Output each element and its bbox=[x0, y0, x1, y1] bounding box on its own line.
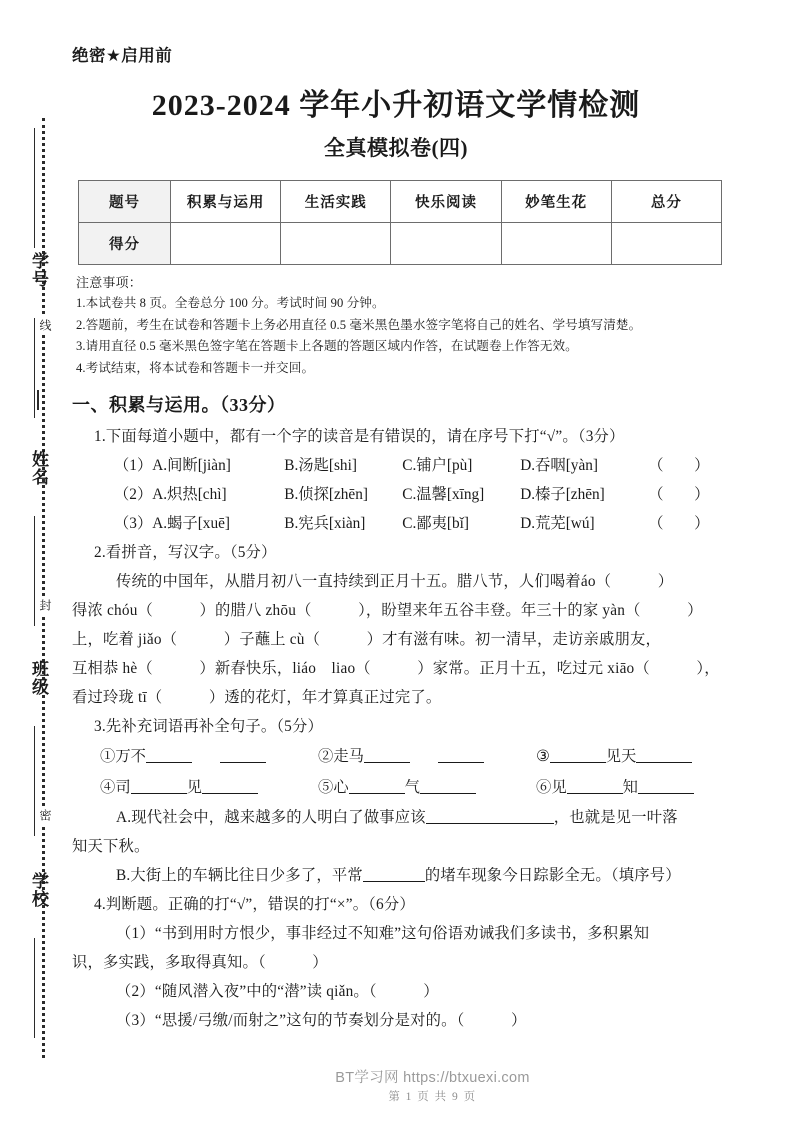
q1-row3-option-d[interactable]: D.荒芜[wú] bbox=[520, 515, 595, 532]
exam-notice bbox=[76, 272, 726, 379]
idiom-2-number: ② bbox=[318, 748, 334, 765]
question-3-sentence-a bbox=[72, 803, 772, 832]
seal-rule-4 bbox=[34, 726, 35, 836]
idiom-1-text: 万不 bbox=[115, 748, 146, 765]
q4-item3-number: （3） bbox=[116, 1012, 155, 1029]
idiom-6-mid: 知 bbox=[622, 779, 638, 796]
score-table-col-4: 总分 bbox=[611, 181, 721, 223]
idiom-6-text: 见 bbox=[551, 779, 567, 796]
q1-row3-answer-blank[interactable]: （ ） bbox=[648, 515, 710, 532]
q1-row1-option-d[interactable]: D.吞咽[yàn] bbox=[520, 457, 598, 474]
idiom-item-3[interactable] bbox=[536, 741, 754, 772]
idiom-6-blank-a[interactable] bbox=[567, 779, 623, 794]
seal-rule-5 bbox=[34, 938, 35, 1038]
q1-row3-option-c[interactable]: C.鄙夷[bǐ] bbox=[402, 515, 469, 532]
q3-sentence-b-pre: B.大街上的车辆比往日少多了，平常 bbox=[116, 867, 363, 884]
watermark-text: BT学习网 https://btxuexi.com bbox=[335, 1070, 530, 1086]
q4-item1-number: （1） bbox=[116, 925, 155, 942]
question-3-sentence-a-cont: 知天下秋。 bbox=[72, 838, 150, 855]
idiom-item-5[interactable] bbox=[318, 772, 536, 803]
section-title-one: 一、积累与运用。（33分） bbox=[72, 395, 286, 415]
seal-tick-1 bbox=[37, 390, 39, 410]
table-row-scores bbox=[79, 223, 722, 265]
idiom-item-1[interactable] bbox=[100, 741, 318, 772]
q1-row1-option-b[interactable]: B.汤匙[shi] bbox=[284, 457, 357, 474]
notice-item-1: 1.本试卷共 8 页。全卷总分 100 分。考试时间 90 分钟。 bbox=[76, 296, 385, 310]
q4-item3-text[interactable]: “思援/弓缴/而射之”这句的节奏划分是对的。（ ） bbox=[154, 1012, 527, 1029]
q1-row2-option-c[interactable]: C.温馨[xīng] bbox=[402, 486, 485, 503]
score-cell-4[interactable] bbox=[611, 223, 721, 265]
question-2-stem: 2.看拼音，写汉字。（5分） bbox=[94, 544, 277, 561]
score-table-row-label-0: 题号 bbox=[79, 181, 171, 223]
seal-word-class: 班级 bbox=[29, 660, 48, 696]
seal-inner-mark-secret: 密 bbox=[36, 806, 52, 824]
idiom-4-blank-a[interactable] bbox=[131, 779, 187, 794]
idiom-6-blank-b[interactable] bbox=[638, 779, 694, 794]
score-table-col-2: 快乐阅读 bbox=[391, 181, 501, 223]
question-4-item-1-line-1 bbox=[72, 919, 772, 948]
score-cell-0[interactable] bbox=[171, 223, 281, 265]
question-4-stem: 4.判断题。正确的打“√”，错误的打“×”。（6分） bbox=[94, 896, 415, 913]
seal-line-column bbox=[0, 0, 72, 1122]
q3-sentence-a-pre: A.现代社会中，越来越多的人明白了做事应该 bbox=[116, 809, 426, 826]
idiom-4-number: ④ bbox=[100, 779, 116, 796]
idiom-3-text: 见天 bbox=[605, 748, 637, 765]
question-1-row-2 bbox=[72, 480, 772, 509]
page-footer bbox=[72, 1066, 793, 1104]
q1-row3-option-b[interactable]: B.宪兵[xiàn] bbox=[284, 515, 366, 532]
question-2-line-4[interactable]: 互相恭 hè（ ）新春快乐，liáo liao（ ）家常。正月十五，吃过元 xiāo（ ）， bbox=[72, 660, 720, 677]
seal-inner-mark-line: 线 bbox=[36, 316, 52, 334]
q1-row2-option-d[interactable]: D.榛子[zhēn] bbox=[520, 486, 605, 503]
question-2-line-1[interactable]: 传统的中国年，从腊月初八一直持续到正月十五。腊八节，人们喝着áo（ ） bbox=[116, 573, 674, 590]
seal-rule-3 bbox=[34, 516, 35, 626]
idiom-5-number: ⑤ bbox=[318, 779, 334, 796]
idiom-4-mid: 见 bbox=[186, 779, 202, 796]
q1-row2-answer-blank[interactable]: （ ） bbox=[648, 486, 710, 503]
idiom-item-6[interactable] bbox=[536, 772, 754, 803]
seal-word-name: 姓名 bbox=[29, 450, 48, 486]
idiom-1-number: ① bbox=[100, 748, 116, 765]
page-number: 第 1 页 共 9 页 bbox=[388, 1091, 477, 1103]
seal-rule-1 bbox=[34, 128, 35, 248]
question-4-item-2 bbox=[72, 977, 772, 1006]
secret-notice: 绝密★启用前 bbox=[72, 47, 173, 65]
idiom-1-blank-a[interactable] bbox=[146, 748, 192, 763]
score-table-col-3: 妙笔生花 bbox=[501, 181, 611, 223]
idiom-3-blank-b[interactable] bbox=[636, 748, 692, 763]
q3-sentence-a-blank[interactable] bbox=[426, 809, 554, 824]
idiom-4-blank-b[interactable] bbox=[202, 779, 258, 794]
idiom-5-text: 心 bbox=[333, 779, 349, 796]
notice-item-3: 3.请用直径 0.5 毫米黑色签字笔在答题卡上各题的答题区域内作答，在试题卷上作答无效。 bbox=[76, 339, 578, 353]
page-title: 2023-2024 学年小升初语文学情检测 bbox=[151, 89, 641, 122]
q1-row3-option-a[interactable]: A.蝎子[xuē] bbox=[152, 515, 230, 532]
notice-heading: 注意事项： bbox=[76, 275, 143, 290]
question-4-item-1-line-2[interactable]: 识，多实践，多取得真知。（ ） bbox=[72, 954, 328, 971]
seal-word-student-id: 学号 bbox=[29, 252, 48, 288]
question-1-row-1 bbox=[72, 451, 772, 480]
idiom-2-blank-a[interactable] bbox=[364, 748, 410, 763]
seal-inner-mark-seal: 封 bbox=[36, 596, 52, 614]
q4-item1-text: “书到用时方恨少，事非经过不知难”这句俗语劝诫我们多读书，多积累知 bbox=[154, 925, 650, 942]
q1-row1-option-c[interactable]: C.铺户[pù] bbox=[402, 457, 473, 474]
idiom-6-number: ⑥ bbox=[536, 779, 552, 796]
question-1-stem: 1.下面每道小题中，都有一个字的读音是有错误的，请在序号下打“√”。（3分） bbox=[94, 428, 625, 445]
idiom-4-text: 司 bbox=[115, 779, 131, 796]
question-1-row-3 bbox=[72, 509, 772, 538]
idiom-5-blank-b[interactable] bbox=[420, 779, 476, 794]
question-2-line-2[interactable]: 得浓 chóu（ ）的腊八 zhōu（ ），盼望来年五谷丰登。年三十的家 yàn（ ） bbox=[72, 602, 703, 619]
question-2-line-3[interactable]: 上，吃着 jiǎo（ ）子蘸上 cù（ ）才有滋有味。初一清早，走访亲戚朋友， bbox=[72, 631, 662, 648]
q1-row2-number: （2） bbox=[114, 486, 153, 503]
idiom-3-blank-a[interactable] bbox=[550, 748, 606, 763]
exam-page bbox=[72, 0, 793, 1122]
idiom-2-text: 走马 bbox=[333, 748, 364, 765]
q4-item2-text[interactable]: “随风潜入夜”中的“潜”读 qiǎn。（ ） bbox=[154, 983, 439, 1000]
score-table-row-label-1: 得分 bbox=[79, 223, 171, 265]
question-4-item-3 bbox=[72, 1006, 772, 1035]
q3-sentence-a-post: ，也就是见一叶落 bbox=[553, 809, 678, 826]
score-table-col-1: 生活实践 bbox=[281, 181, 391, 223]
question-3-idiom-row-2 bbox=[72, 772, 772, 803]
question-2-line-5[interactable]: 看过玲珑 tī（ ）透的花灯，年才算真正过完了。 bbox=[72, 689, 442, 706]
idiom-item-2[interactable] bbox=[318, 741, 536, 772]
question-3-sentence-b bbox=[72, 861, 772, 890]
seal-word-school: 学校 bbox=[29, 872, 48, 908]
idiom-3-number: ③ bbox=[536, 748, 550, 765]
seal-rule-2 bbox=[34, 318, 35, 418]
question-3-stem: 3.先补充词语再补全句子。（5分） bbox=[94, 718, 324, 735]
score-table-col-0: 积累与运用 bbox=[171, 181, 281, 223]
q1-row2-option-b[interactable]: B.侦探[zhēn] bbox=[284, 486, 368, 503]
score-cell-2[interactable] bbox=[391, 223, 501, 265]
q3-sentence-b-blank[interactable] bbox=[363, 867, 425, 882]
idiom-2-blank-b[interactable] bbox=[438, 748, 484, 763]
score-table bbox=[78, 180, 722, 265]
page-subtitle: 全真模拟卷(四) bbox=[324, 136, 468, 160]
notice-item-4: 4.考试结束，将本试卷和答题卡一并交回。 bbox=[76, 360, 315, 375]
q3-sentence-b-post: 的堵车现象今日踪影全无。（填序号） bbox=[424, 867, 681, 884]
q1-row2-option-a[interactable]: A.炽热[chì] bbox=[152, 486, 227, 503]
q1-row1-answer-blank[interactable]: （ ） bbox=[648, 457, 710, 474]
idiom-5-mid: 气 bbox=[404, 779, 420, 796]
q1-row1-option-a[interactable]: A.间断[jiàn] bbox=[152, 457, 231, 474]
score-cell-3[interactable] bbox=[501, 223, 611, 265]
notice-item-2: 2.答题前，考生在试卷和答题卡上务必用直径 0.5 毫米黑色墨水签字笔将自己的姓名、学号填写清楚。 bbox=[76, 317, 642, 332]
q1-row1-number: （1） bbox=[114, 457, 153, 474]
q1-row3-number: （3） bbox=[114, 515, 153, 532]
idiom-1-blank-b[interactable] bbox=[220, 748, 266, 763]
table-row-headers bbox=[79, 181, 722, 223]
score-cell-1[interactable] bbox=[281, 223, 391, 265]
question-content bbox=[72, 390, 772, 1035]
idiom-item-4[interactable] bbox=[100, 772, 318, 803]
idiom-5-blank-a[interactable] bbox=[349, 779, 405, 794]
question-3-idiom-row-1 bbox=[72, 741, 772, 772]
q4-item2-number: （2） bbox=[116, 983, 155, 1000]
